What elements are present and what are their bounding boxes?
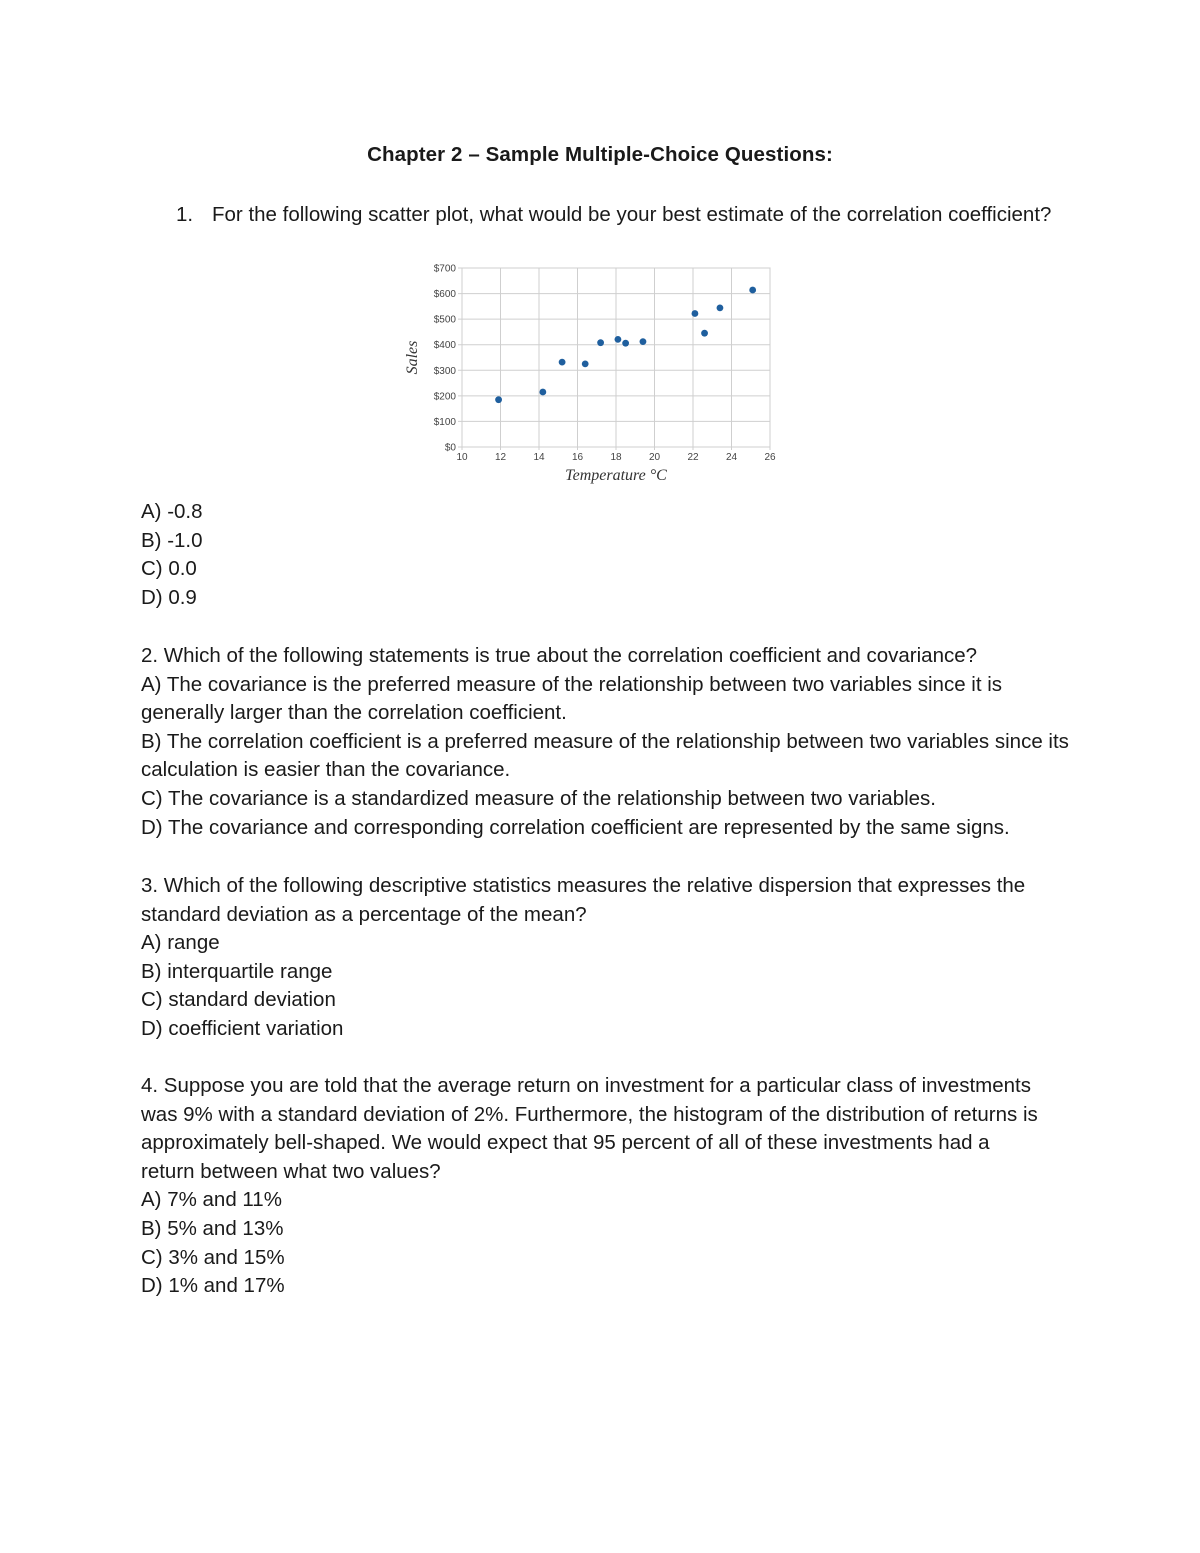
scatter-point xyxy=(597,339,604,346)
y-tick-label: $200 xyxy=(433,391,456,403)
x-tick-label: 16 xyxy=(571,452,584,463)
q2-option-c[interactable]: C) The covariance is a standardized measure of the relationship between two variables. xyxy=(141,786,936,810)
question-4 xyxy=(141,1072,1041,1301)
x-tick-label: 22 xyxy=(687,452,699,463)
scatter-point xyxy=(559,359,566,366)
y-tick-label: $700 xyxy=(433,263,456,275)
question-4-text: 4. Suppose you are told that the average return on investment for a particular class of investments was 9% with a standard deviation of 2%. Furthermore, the histogram of the distribution of returns is approximately bell-shaped. We would expect that 95 percent of all of these investments had a return between what two values? xyxy=(141,1074,1038,1183)
x-tick-label: 10 xyxy=(456,452,468,463)
q3-option-d[interactable]: D) coefficient variation xyxy=(141,1016,344,1040)
q2-option-a[interactable]: A) The covariance is the preferred measure of the relationship between two variables since it is generally larger than the correlation coefficient. xyxy=(141,672,1003,725)
scatter-point xyxy=(615,336,622,343)
page-title: Chapter 2 – Sample Multiple-Choice Questions: xyxy=(367,143,833,166)
y-tick-label: $300 xyxy=(433,365,456,377)
x-tick-label: 14 xyxy=(533,452,545,463)
q4-option-d[interactable]: D) 1% and 17% xyxy=(141,1274,285,1298)
question-2 xyxy=(141,642,1071,842)
question-1-number: 1. xyxy=(176,203,194,226)
x-axis-label: Temperature °C xyxy=(565,467,667,484)
question-3-text: 3. Which of the following descriptive statistics measures the relative dispersion that expresses the standard deviation as a percentage of the mean? xyxy=(141,874,1026,926)
scatter-point xyxy=(539,389,546,396)
q1-option-a[interactable]: A) -0.8 xyxy=(141,500,203,523)
scatter-point xyxy=(692,310,699,317)
scatter-point xyxy=(717,304,724,311)
scatter-point xyxy=(749,287,756,294)
question-1 xyxy=(176,201,1056,230)
y-tick-label: $0 xyxy=(444,442,456,454)
scatter-point xyxy=(582,360,589,367)
y-tick-label: $100 xyxy=(433,416,456,428)
y-tick-label: $500 xyxy=(433,314,456,326)
q3-option-c[interactable]: C) standard deviation xyxy=(141,988,336,1012)
x-tick-label: 18 xyxy=(610,452,622,463)
q1-option-c[interactable]: C) 0.0 xyxy=(141,557,197,581)
x-tick-label: 12 xyxy=(494,452,507,463)
q2-option-b[interactable]: B) The correlation coefficient is a preferred measure of the relationship between two variables since its calculation is easier than the covariance. xyxy=(141,729,1069,782)
y-axis-label: Sales xyxy=(404,340,421,375)
q4-option-b[interactable]: B) 5% and 13% xyxy=(141,1216,284,1240)
q3-option-b[interactable]: B) interquartile range xyxy=(141,959,333,983)
y-tick-label: $600 xyxy=(433,289,456,301)
question-2-text: 2. Which of the following statements is true about the correlation coefficient and covariance? xyxy=(141,644,978,667)
question-1-options xyxy=(141,498,203,612)
scatter-point xyxy=(701,330,708,337)
x-tick-label: 20 xyxy=(648,452,661,463)
q1-option-d[interactable]: D) 0.9 xyxy=(141,585,197,609)
x-tick-label: 24 xyxy=(725,452,738,463)
q3-option-a[interactable]: A) range xyxy=(141,931,220,955)
scatter-point xyxy=(495,396,502,403)
q4-option-a[interactable]: A) 7% and 11% xyxy=(141,1188,282,1212)
question-3 xyxy=(141,872,1071,1044)
q4-option-c[interactable]: C) 3% and 15% xyxy=(141,1245,285,1269)
scatter-point xyxy=(622,340,629,347)
x-tick-label: 26 xyxy=(764,452,776,463)
q1-option-b[interactable]: B) -1.0 xyxy=(141,528,203,552)
scatter-plot xyxy=(395,256,795,494)
scatter-point xyxy=(640,338,647,345)
q2-option-d[interactable]: D) The covariance and corresponding correlation coefficient are represented by the same signs. xyxy=(141,815,1010,839)
y-tick-label: $400 xyxy=(433,340,456,352)
question-1-text: For the following scatter plot, what would be your best estimate of the correlation coefficient? xyxy=(212,203,1052,226)
